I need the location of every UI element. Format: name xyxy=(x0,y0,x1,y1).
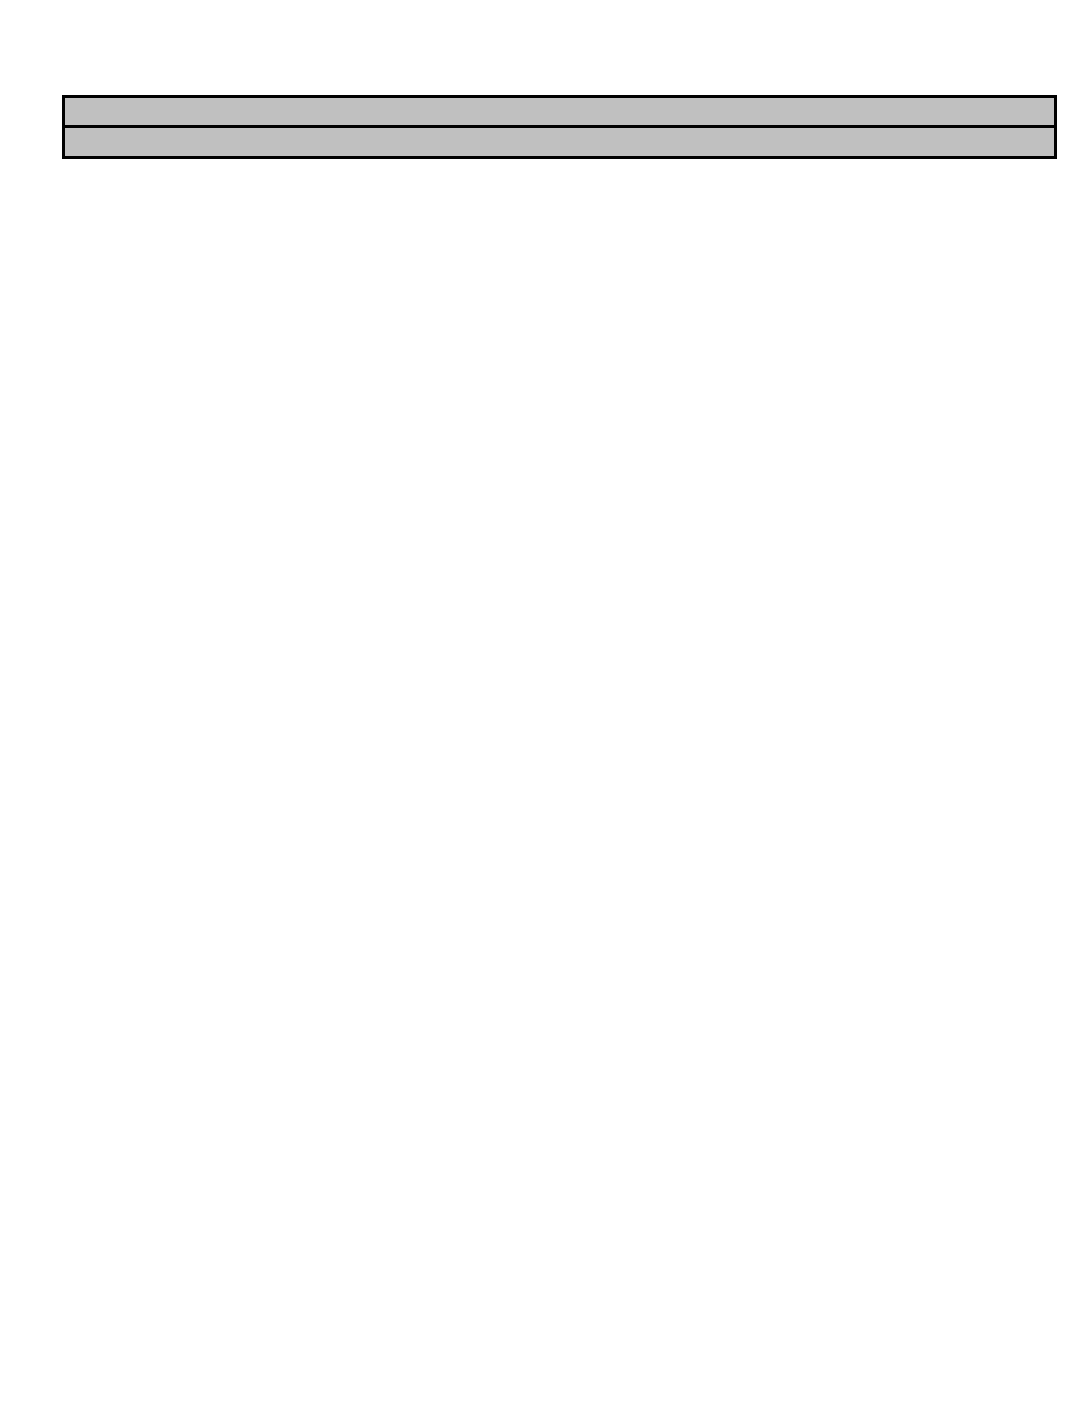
schedule-title xyxy=(65,98,1054,128)
schedule-footer xyxy=(65,128,1054,156)
schedule-table xyxy=(62,95,1057,159)
